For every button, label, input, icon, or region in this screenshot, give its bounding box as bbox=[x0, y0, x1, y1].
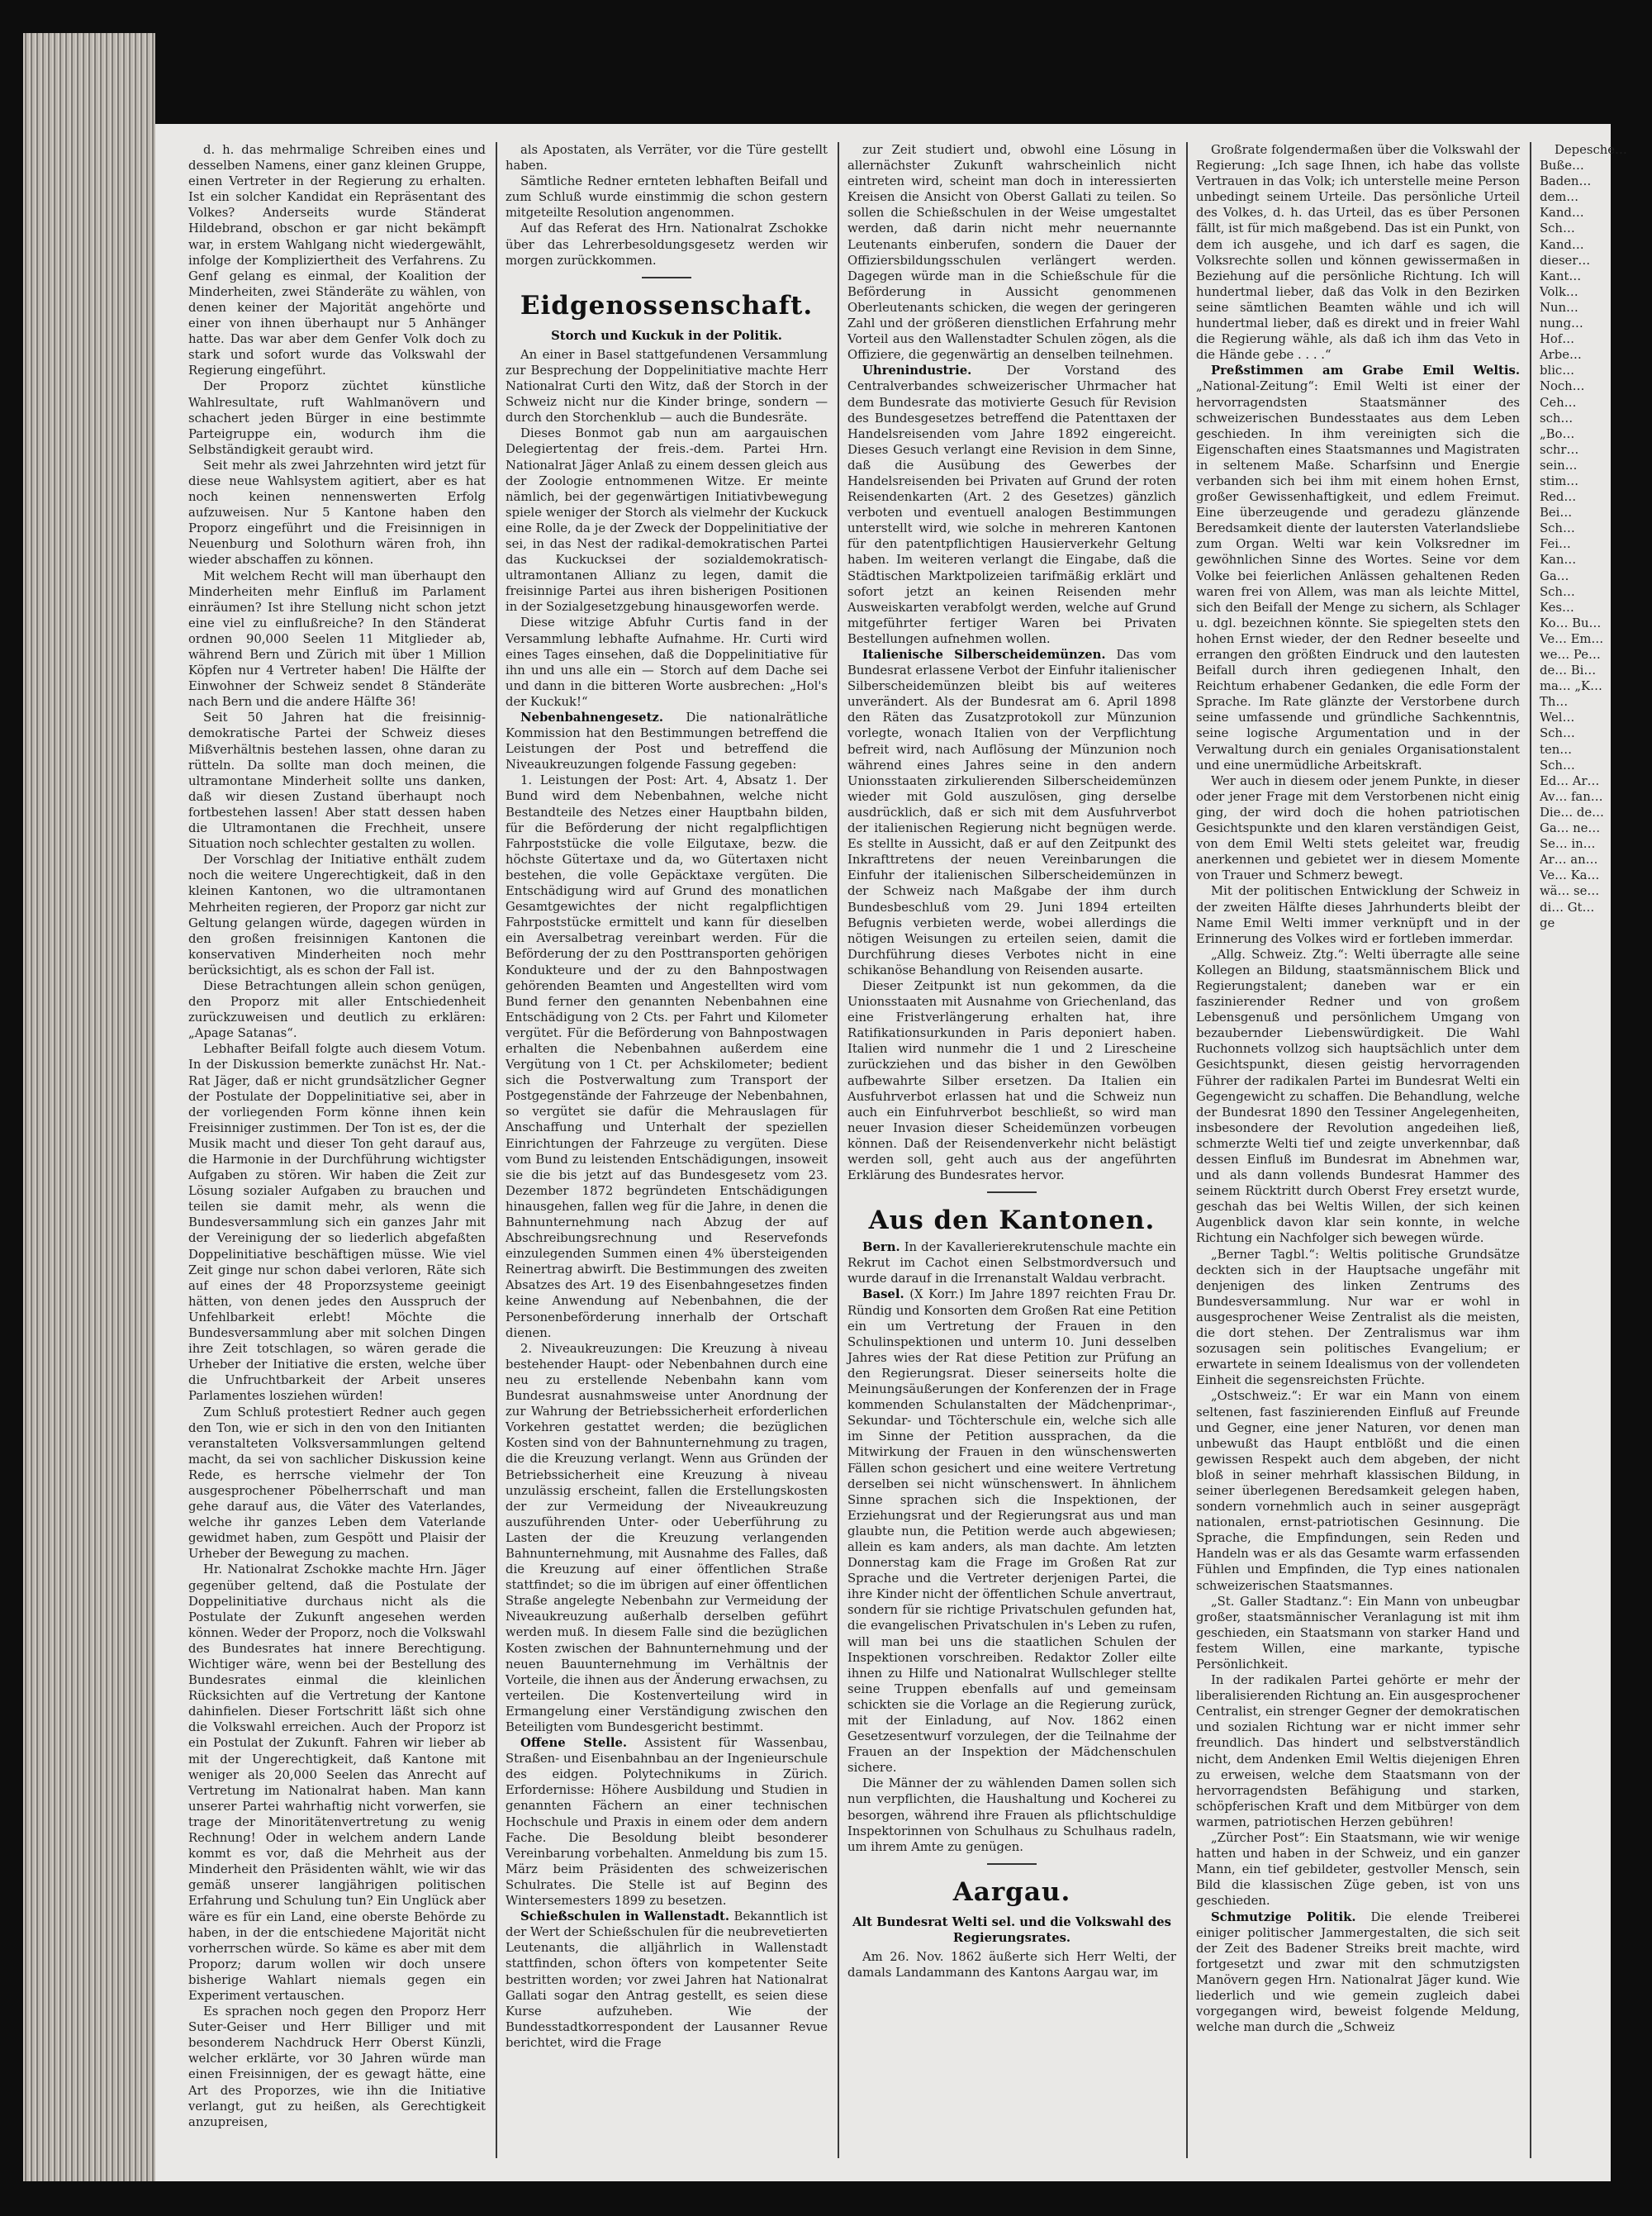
article-title: Basel. bbox=[862, 1287, 904, 1302]
section-heading: Eidgenossenschaft. bbox=[520, 290, 814, 321]
article-paragraph bbox=[506, 1909, 828, 2051]
article-paragraph: d. h. das mehrmalige Schreiben eines und desselben Namens, einer ganz kleinen Gruppe, einen Vertreter in der Regierung zu erhalten. Ist ein solcher Kandidat ein Repräsentant des Volkes? Anderseits wurde Ständerat Hildebrand, obschon er gar nicht bekämpft war, in erstem Wahlgang nicht wiedergewählt, infolge der Kompliziertheit des Verfahrens. Zu Genf gelang es einmal, der Koalition der Minderheiten, zwei Ständeräte zu wählen, von denen keiner der Majorität angehörte und einer von ihnen überhaupt nur 5 Anhänger hatte. Das war aber dem Genfer Volk doch zu stark und sofort wurde das Volkswahl der Regierung eingeführt. bbox=[188, 143, 486, 378]
article-paragraph: „Ostschweiz.“: Er war ein Mann von einem seltenen, fast faszinierenden Einfluß auf Freunde und Gegner, eine jener Naturen, vor denen man unbewußt das Haupt entblößt und die einen gewissen Respekt auch dem abgeben, der nicht bloß in seiner mehrhaft klassischen Bildung, in seiner überlegenen Beredsamkeit gelegen haben, sondern vornehmlich auch in seiner ausgeprägt nationalen, ernst-patriotischen Gesinnung. Die Sprache, die Empfindungen, sein Reden und Handeln was er als das Gesamte warm erfassenden Fühlen und Empfinden, die Typ eines nationalen schweizerischen Staatsmannes. bbox=[1196, 1389, 1520, 1593]
article-paragraph: „St. Galler Stadtanz.“: Ein Mann von unbeugbar großer, staatsmännischer Veranlagung ist mit ihm geschieden, ein Staatsmann von starker Hand und festem Willen, eine markante, typische Persönlichkeit. bbox=[1196, 1594, 1520, 1672]
article-paragraph: 2. Niveaukreuzungen: Die Kreuzung à niveau bestehender Haupt- oder Nebenbahnen durch eine neu zu erstellende Nebenbahn kann vom Bundesrat ausnahmsweise unter Anordnung der zur Wahrung der Betriebssicherheit erforderlichen Vorkehren gestattet werden; die bezüglichen Kosten sind von der Bahnunternehmung zu tragen, die die Kreuzung verlangt. Wenn aus Gründen der Betriebssicherheit eine Kreuzung à niveau unzulässig erscheint, fallen die Erstellungskosten der zur Vermeidung der Niveaukreuzung auszuführenden Unter- oder Ueberführung zu Lasten der die Kreuzung verlangenden Bahnunternehmung, mit Ausnahme des Falles, daß die Kreuzung auf einer öffentlichen Straße stattfindet; so die im übrigen auf einer öffentlichen Straße angelegte Nebenbahn zur Vermeidung der Niveaukreuzung außerhalb derselben geführt werden muß. In diesem Falle sind die bezüglichen Kosten zwischen der Bahnunternehmung und der neuen Bauunternehmung im Verhältnis der Vorteile, die ihnen aus der Änderung erwachsen, zu verteilen. Die Kostenverteilung wird in Ermangelung einer Verständigung zwischen den Beteiligten vom Bundesgericht bestimmt. bbox=[506, 1341, 828, 1734]
article-title: Bern. bbox=[862, 1240, 900, 1255]
page-stack-edges bbox=[23, 33, 155, 2181]
article-title: Preßstimmen am Grabe Emil Weltis. bbox=[1211, 364, 1520, 378]
article-paragraph bbox=[847, 363, 1176, 647]
article-paragraph: Lebhafter Beifall folgte auch diesem Votum. In der Diskussion bemerkte zunächst Hr. Nat.-Rat Jäger, daß er nicht grundsätzlicher Gegner der Postulate der Doppelinitiative sei, aber in der vorliegenden Form könne ihnen kein Freisinniger zustimmen. Der Ton ist es, der die Musik macht und dieser Ton geht darauf aus, die Harmonie in der Durchführung wichtigster Aufgaben zu stören. Wir haben die Zeit zur Lösung sozialer Aufgaben zu brauchen und teilen sie damit mehr, als wenn die Bundesversammlung sich ein ganzes Jahr mit der Vereinigung der so liederlich abgefaßten Doppelinitiative beschäftigen müsse. Wie viel Zeit ginge nur schon dabei verloren, Räte sich auf eines der 48 Proporzsysteme geeinigt hätten, von denen jedes den Ausspruch der Unfehlbarkeit erlebt! Möchte die Bundesversammlung aber mit solchen Dingen ihre Zeit totschlagen, so wären gerade die Urheber der Initiative die ersten, welche über die Unfruchtbarkeit der Arbeit unseres Parlamentes losziehen würden! bbox=[188, 1042, 486, 1404]
section-heading: Aargau. bbox=[952, 1876, 1071, 1907]
article-paragraph: Dieser Zeitpunkt ist nun gekommen, da die Unionsstaaten mit Ausnahme von Griechenland, das eine Fristverlängerung erhalten hat, ihre Ratifikationsurkunden in Paris deponiert haben. Italien wird nunmehr die 1 und 2 Lirescheine zurückziehen und das bisher in den Gewölben aufbewahrte Silber ersetzen. Da Italien ein Ausfuhrverbot erlassen hat und die Schweiz nun auch ein Einfuhrverbot beschließt, so wird man neuer Invasion dieser Scheidemünzen vorbeugen können. Daß der Reisendenverkehr nicht belästigt werden soll, geht auch aus der angeführten Erklärung des Bundesrates hervor. bbox=[847, 978, 1176, 1183]
newspaper-page bbox=[155, 124, 1627, 2181]
article-title: Nebenbahnengesetz. bbox=[520, 711, 663, 725]
article-paragraph: Der Vorschlag der Initiative enthält zudem noch die weitere Ungerechtigkeit, daß in den kleinen Kantonen, wo die ultramontanen Mehrheiten regieren, der Proporz gar nicht zur Geltung gelangen würde, dagegen würden in den großen freisinnigen Kantonen die konservativen Minderheiten noch mehr berücksichtigt, als es schon der Fall ist. bbox=[188, 853, 486, 977]
article-title: Schießschulen in Wallenstadt. bbox=[520, 1909, 730, 1924]
article-paragraph: Seit 50 Jahren hat die freisinnig-demokratische Partei der Schweiz dieses Mißverhältnis bestehen lassen, ohne daran zu rütteln. Da sollte man doch meinen, die ultramontane Minderheit sollte uns danken, daß wir diesen Zustand überhaupt noch fortbestehen lassen! Aber statt dessen haben die Ultramontanen die Frechheit, unsere Situation noch schlechter gestalten zu wollen. bbox=[188, 711, 486, 852]
article-text: In der Kavallerierekrutenschule machte ein Rekrut im Cachot einen Selbstmordversuch und wurde darauf in die Irrenanstalt Waldau verbracht. bbox=[847, 1240, 1176, 1286]
article-text: Das vom Bundesrat erlassene Verbot der Einfuhr italienischer Silberscheidemünzen bleibt bis auf weiteres unverändert. Als der Bundesrat am 6. April 1898 den Räten das Zusatzprotokoll zur Münzunion vorlegte, wonach Italien von der Verpflichtung befreit wird, nach Auflösung der Münzunion noch während eines Jahres seine in den andern Unionsstaaten zirkulierenden Silberscheidemünzen wieder mit Gold auszulösen, ging derselbe ausdrücklich, daß er sich mit dem Ausfuhrverbot der italienischen Regierung nicht begnügen werde. Es stellte in Aussicht, daß er auf den Zeitpunkt des Inkrafttretens der neuen Vereinbarungen die Einfuhr der italienischen Silberscheidemünzen in der Schweiz nach Maßgabe der ihm durch Bundesbeschluß vom 29. Juni 1894 erteilten Befugnis verbieten werde, wobei allerdings die nötigen Weisungen zu erteilen seien, damit die Durchführung dieses Verbotes nicht in eine schikanöse Behandlung von Reisenden ausarte. bbox=[847, 648, 1176, 977]
article-text: (X Korr.) Im Jahre 1897 reichten Frau Dr. Ründig und Konsorten dem Großen Rat eine Petition ein um Vertretung der Frauen in den Schulinspektionen und unterm 10. Juni desselben Jahres wies der Rat diese Petition zur Prüfung an den Regierungsrat. Dieser seinerseits holte die Meinungsäußerungen der Konferenzen der in Frage kommenden Schulanstalten der Mädchenprimar-, Sekundar- und Töchterschule ein, welche sich alle im Sinne der Petition aussprachen, da die Mitwirkung der Frauen in den wünschenswerten Fällen schon gesichert und eine weitere Vertretung derselben sei nicht wünschenswert. In ähnlichem Sinne sprachen sich die Inspektionen, der Erziehungsrat und der Regierungsrat aus und man glaubte nun, die Petition werde auch abgewiesen; allein es kam anders, als man dachte. Am letzten Donnerstag kam die Frage im Großen Rat zur Sprache und die Vertreter derjenigen Partei, die ihre Kinder nicht der öffentlichen Schule anvertraut, sondern für sie richtige Privatschulen gefunden hat, die evangelischen Privatschulen in's Leben zu rufen, will man bei uns die staatlichen Schulen der Inspektionen vorschreiben. Redaktor Zoller eilte ihnen zu Hilfe und Nationalrat Wullschleger stellte seine Truppen ebenfalls auf und gemeinsam schickten sie die Vorlage an die Regierung zurück, mit der Einladung, auf Nov. 1862 einen Gesetzesentwurf vorzulegen, der die Teilnahme der Frauen an der Inspektion der Mädchenschulen sichere. bbox=[847, 1287, 1176, 1776]
column-5-cropped bbox=[1540, 142, 1627, 2158]
column-2 bbox=[506, 142, 828, 2158]
article-paragraph: Zum Schluß protestiert Redner auch gegen den Ton, wie er sich in den von den Initianten veranstalteten Volksversammlungen geltend macht, da sei von sachlicher Diskussion keine Rede, es herrsche vielmehr der Ton ausgesprochener Pöbelherrschaft und man gehe darauf aus, die Väter des Vaterlandes, welche ihr ganzes Leben dem Vaterlande gewidmet haben, zum Gespött und Plaisir der Urheber der Bewegung zu machen. bbox=[188, 1405, 486, 1562]
article-text: Der Vorstand des Centralverbandes schweizerischer Uhrmacher hat dem Bundesrate das motivierte Gesuch für Revision des Bundesgesetzes betreffend die Patenttaxen der Handelsreisenden vom Jahre 1892 eingereicht. Dieses Gesuch verlangt eine Revision in dem Sinne, daß die Ausübung des Gewerbes der Handelsreisenden bei Privaten auf Grund der roten Reisendenkarten (Art. 2 des Gesetzes) gänzlich verboten und eventuell analogen Bestimmungen unterstellt wird, wie solche in mehreren Kantonen für den patentpflichtigen Hausierverkehr Geltung haben. Im weiteren verlangt die Eingabe, daß die Städtischen Marktpolizeien tarifmäßig erklärt und sofort jetzt an keinen Reisenden mehr Ausweiskarten verabfolgt werden, welche auf Grund mitgeführter fertiger Waren bei Privaten Bestellungen aufnehmen wollen. bbox=[847, 364, 1176, 646]
section-divider bbox=[987, 1863, 1037, 1865]
article-paragraph: Es sprachen noch gegen den Proporz Herr Suter-Geiser und Herr Billiger und mit besonderem Nachdruck Herr Oberst Künzli, welcher erklärte, vor 30 Jahren würde man einen Freisinnigen, der es gewagt hätte, eine Art des Proporzes, wie ihn die Initiative verlangt, gut zu heißen, als Gerechtigkeit anzupreisen, bbox=[188, 2004, 486, 2129]
column-1 bbox=[188, 142, 486, 2158]
article-paragraph: als Apostaten, als Verräter, vor die Türe gestellt haben. bbox=[506, 143, 828, 174]
article-paragraph: Großrate folgendermaßen über die Volkswahl der Regierung: „Ich sage Ihnen, ich habe das vollste Vertrauen in das Volk; ich unterstelle meine Person unbedingt seinem Urteile. Das persönliche Urteil des Volkes, d. h. das Urteil, das es über Personen fällt, ist für mich maßgebend. Das ist ein Punkt, von dem ich ausgehe, und ich darf es sagen, die Volksrechte sollen und können gewissermaßen in Beziehung auf die persönliche Richtung. Ich will hundertmal lieber, daß das Volk in den Bezirken seine sämtlichen Beamten wähle und ich will hundertmal lieber, daß es direkt und in freier Wahl die Regierung wähle, als daß ich ihm das Veto in die Hände gebe . . . .“ bbox=[1196, 143, 1520, 363]
article-title: Uhrenindustrie. bbox=[862, 364, 972, 378]
article-text: Die nationalrätliche Kommission hat den Bestimmungen betreffend die Leistungen der Post und betreffend die Niveaukreuzungen folgende Fassung gegeben: bbox=[506, 711, 828, 773]
section-heading: Aus den Kantonen. bbox=[868, 1205, 1156, 1236]
column-3 bbox=[847, 142, 1176, 2158]
article-paragraph: Diese witzige Abfuhr Curtis fand in der Versammlung lebhafte Aufnahme. Hr. Curti wird eines Tages einsehen, daß die Doppelinitiative für ihn und uns alle ein — Storch auf dem Dache sei und dann in die bitteren Worte ausbrechen: „Hol's der Kuckuk!“ bbox=[506, 616, 828, 709]
article-paragraph: Dieses Bonmot gab nun am aargauischen Delegiertentag der freis.-dem. Partei Hrn. Nationalrat Jäger Anlaß zu einem dessen gleich aus der Zoologie entnommenen Witze. Er meinte nämlich, bei der gegenwärtigen Initiativbewegung spiele weniger der Storch als vielmehr der Kuckuck eine Rolle, da je der Zweck der Doppelinitiative der sei, in das Nest der radikal-demokratischen Partei das Kuckucksei der sozialdemokratisch-ultramontanen Allianz zu legen, damit die freisinnige Partei aus ihren bisherigen Positionen in der Sozialgesetzgebung hinausgeworfen werde. bbox=[506, 426, 828, 615]
article-paragraph: Wer auch in diesem oder jenem Punkte, in dieser oder jener Frage mit dem Verstorbenen nicht einig ging, der wird doch die hohen patriotischen Gesichtspunkte und den klaren verständigen Geist, von dem Emil Welti stets geleitet war, freudig anerkennen und gebietet wer in diesem Momente von Trauer und Schmerz bewegt. bbox=[1196, 773, 1520, 883]
article-paragraph: Mit welchem Recht will man überhaupt den Minderheiten mehr Einfluß im Parlament einräumen? Ist ihre Stellung nicht schon jetzt eine viel zu einflußreiche? In den Ständerat ordnen 90,000 Seelen 11 Mitglieder ab, während Bern und Zürich mit über 1 Million Köpfen nur 4 Vertreter haben! Die Hälfte der Einwohner der Schweiz sendet 8 Ständeräte nach Bern und die andere Hälfte 36! bbox=[188, 568, 486, 710]
article-paragraph: Am 26. Nov. 1862 äußerte sich Herr Welti, der damals Landammann des Kantons Aargau war, im bbox=[847, 1950, 1176, 1981]
article-paragraph: Diese Betrachtungen allein schon genügen, den Proporz mit aller Entschiedenheit zurückzuweisen und deutlich zu erklären: „Apage Satanas“. bbox=[188, 978, 486, 1041]
article-paragraph: An einer in Basel stattgefundenen Versammlung zur Besprechung der Doppelinitiative machte Herr Nationalrat Curti den Witz, daß der Storch in der Schweiz nicht nur die Kinder bringe, sondern — durch den Storchenklub — auch die Bundesräte. bbox=[506, 347, 828, 426]
article-paragraph: Auf das Referat des Hrn. Nationalrat Zschokke über das Lehrerbesoldungsgesetz werden wir morgen zurückkommen. bbox=[506, 221, 828, 268]
article-paragraph bbox=[1196, 1909, 1520, 2036]
article-paragraph: Sämtliche Redner ernteten lebhaften Beifall und zum Schluß wurde einstimmig die schon gestern mitgeteilte Resolution angenommen. bbox=[506, 174, 828, 221]
article-text: Die elende Treiberei einiger politischer Jammergestalten, die sich seit der Zeit des Badener Streiks breit machte, wird fortgesetzt und zwar mit den schmutzigsten Manövern gegen Hrn. Nationalrat Jäger kund. Wie liederlich und wie gemein zugleich dabei vorgegangen wird, beweist folgende Meldung, welche man durch die „Schweiz bbox=[1196, 1909, 1520, 2035]
column-rule bbox=[1186, 142, 1188, 2158]
column-rule bbox=[1530, 142, 1531, 2158]
article-paragraph: Mit der politischen Entwicklung der Schweiz in der zweiten Hälfte dieses Jahrhunderts bleibt der Name Emil Welti immer verknüpft und in der Erinnerung des Volkes wird er fortleben immerdar. bbox=[1196, 884, 1520, 946]
article-paragraph: Hr. Nationalrat Zschokke machte Hrn. Jäger gegenüber geltend, daß die Postulate der Doppelinitiative durchaus nicht als die Postulate der Zukunft angesehen werden können. Weder der Proporz, noch die Volkswahl des Bundesrates hat innere Berechtigung. Wichtiger wäre, wenn bei der Bestellung des Bundesrates einmal die kleinlichen Rücksichten auf die Vertretung der Kantone dahinfielen. Dieser Fortschritt läßt sich ohne die Volkswahl erreichen. Auch der Proporz ist ein Postulat der Zukunft. Fahren wir lieber ab mit der Ungerechtigkeit, daß Kantone mit weniger als 20,000 Seelen das Anrecht auf Vertretung im Nationalrat haben. Man kann unserer Partei wahrhaftig nicht vorwerfen, sie trage der Minoritätenvertretung zu wenig Rechnung! Oder in welchem andern Lande kommt es vor, daß die Mehrheit aus der Minderheit den Präsidenten wählt, wie wir das gemäß unserer langjährigen politischen Erfahrung und Schulung tun? Ein Unglück aber wäre es für ein Land, eine oberste Behörde zu haben, in der die entschiedene Majorität nicht vorherrschen würde. So käme es aber mit dem Proporz; darum wollen wir doch unsere bisherige Wahlart niemals gegen ein Experiment vertauschen. bbox=[188, 1562, 486, 2003]
article-paragraph: 1. Leistungen der Post: Art. 4, Absatz 1. Der Bund wird dem Nebenbahnen, welche nicht Bestandteile des Netzes einer Hauptbahn bilden, für die Beförderung der nicht regalpflichtigen Fahrpoststücke die volle Eilgutaxe, bezw. die höchste Gütertaxe und da, wo Gütertaxen nicht bestehen, die volle Gepäcktaxe vergüten. Die Entschädigung wird auf Grund des monatlichen Gesamtgewichtes der nicht regalpflichtigen Fahrpoststücke ermittelt und kann für dieselben ein Aversalbetrag vereinbart werden. Für die Beförderung der zu den Posttransporten gehörigen Kondukteure und der zu den Bahnpostwagen gehörenden Beamten und Angestellten wird vom Bund ferner den genannten Nebenbahnen eine Entschädigung von 2 Cts. per Fahrt und Kilometer vergütet. Für die Beförderung von Bahnpostwagen erhalten die Nebenbahnen außerdem eine Vergütung von 1 Ct. per Achskilometer; bedient sich die Postverwaltung zum Transport der Postgegenstände der Fahrzeuge der Nebenbahnen, so vergütet sie dafür die Mehrauslagen für Anschaffung und Unterhalt der speziellen Einrichtungen der Fahrzeuge zu vergüten. Diese vom Bund zu leistenden Entschädigungen, insoweit sie die bis jetzt auf das Bundesgesetz vom 23. Dezember 1872 begründeten Entschädigungen hinausgehen, fallen weg für die Jahre, in denen die Bahnunternehmung nach Abzug der auf Abschreibungsrechnung und Reservefonds einzulegenden Summen einen 4% übersteigenden Reinertrag abwirft. Die Bestimmungen des zweiten Absatzes des Art. 19 des Eisenbahngesetzes finden keine Anwendung auf Nebenbahnen, die der Personenbeförderung innerhalb der Ortschaft dienen. bbox=[506, 773, 828, 1340]
article-paragraph bbox=[506, 710, 828, 773]
article-text: Bekanntlich ist der Wert der Schießschulen für die neubrevetierten Leutenants, die alljährlich in Wallenstadt stattfinden, schon öfters von kompetenter Seite bestritten worden; vor zwei Jahren hat Nationalrat Gallati sogar den Antrag gestellt, es seien diese Kurse aufzuheben. Wie der Bundesstadtkorrespondent der Lausanner Revue berichtet, wird die Frage bbox=[506, 1909, 828, 2050]
article-title: Schmutzige Politik. bbox=[1211, 1909, 1356, 1924]
article-paragraph: In der radikalen Partei gehörte er mehr der liberalisierenden Richtung an. Ein ausgesprochener Centralist, ein strenger Gegner der demokratischen und sozialen Richtung war er nicht immer sehr freundlich. Das hindert und selbstverständlich nicht, dem Andenken Emil Weltis diejenigen Ehren zu erweisen, welche dem Staatsmann von der hervorragendsten Befähigung und starken, schöpferischen Kraft und dem Mitbürger von dem warmen, patriotischen Herzen gebühren! bbox=[1196, 1673, 1520, 1829]
article-paragraph: Seit mehr als zwei Jahrzehnten wird jetzt für diese neue Wahlsystem agitiert, aber es hat noch keinen nennenswerten Erfolg aufzuweisen. Nur 5 Kantone haben den Proporz eingeführt und die Freisinnigen in Neuenburg und Solothurn wären froh, ihn wieder abschaffen zu können. bbox=[188, 458, 486, 568]
column-rule bbox=[838, 142, 839, 2158]
article-paragraph: „Allg. Schweiz. Ztg.“: Welti überragte alle seine Kollegen an Bildung, staatsmännischem Blick und Regierungstalent; daneben war er ein faszinierender Redner und von großem Lebensgenuß und persönlichem Umgang von bezaubernder Liebenswürdigkeit. Die Wahl Ruchonnets vollzog sich hauptsächlich unter dem Gesichtspunkt, diesen geistig hervorragenden Führer der radikalen Partei im Bundesrat Welti ein Gegengewicht zu schaffen. Die Behandlung, welche der Bundesrat 1890 den Tessiner Angelegenheiten, insbesondere der Revolution angedeihen ließ, schmerzte Welti tief und zeigte unverkennbar, daß dessen Einfluß im Bundesrat im Abnehmen war, und als dann vollends Bundesrat Hammer des seinem Rücktritt durch Oberst Frey ersetzt wurde, geschah das bei Weltis Willen, der sich keinen Augenblick davon klar sein konnte, in welche Richtung ein Nachfolger sich bewegen würde. bbox=[1196, 947, 1520, 1246]
article-paragraph bbox=[847, 1286, 1176, 1776]
column-rule bbox=[496, 142, 497, 2158]
section-divider bbox=[642, 277, 691, 278]
column-4 bbox=[1196, 142, 1520, 2158]
article-paragraph: Depesche… Buße… Baden… dem… Kand… Sch… Kand… dieser… Kant… Volk… Nun… nung… Hof… Arbe… blic… Noch… Ceh… sch… „Bo… schr… sein… stim… Red… Bei… Sch… Fei… Kan… Ga… Sch… Kes… Ko… Bu… Ve… Em… we… Pe… de… Bi… ma… „K… Th… Wel… Sch… ten… Sch… Ed… Ar… Av… fan… Die… de… Ga… ne… Se… in… Ar… an… Ve… Ka… wä… se… di… Gt… ge bbox=[1540, 143, 1627, 930]
article-paragraph bbox=[847, 1239, 1176, 1286]
article-paragraph: Der Proporz züchtet künstliche Wahlresultate, ruft Wahlmanövern und schachert jeden Bürger in eine bestimmte Parteigruppe ein, wodurch ihm die Selbständigkeit geraubt wird. bbox=[188, 379, 486, 457]
article-paragraph: Die Männer der zu wählenden Damen sollen sich nun verpflichten, die Haushaltung und Kocherei zu besorgen, während ihre Frauen als pflichtschuldige Inspektorinnen von Schulhaus zu Schulhaus radeln, um ihrem Amte zu genügen. bbox=[847, 1776, 1176, 1854]
article-title: Offene Stelle. bbox=[520, 1736, 628, 1751]
article-paragraph bbox=[847, 647, 1176, 978]
article-paragraph bbox=[1196, 363, 1520, 773]
article-text: „National-Zeitung“: Emil Welti ist einer der hervorragendsten Staatsmänner des schweizerischen Bundesstaates aus dem Leben geschieden. In ihm vereinigten sich die Eigenschaften eines Staatsmannes und Magistraten in seltenem Maße. Scharfsinn und Energie verbanden sich bei ihm mit einem hohen Ernst, großer Gewissenhaftigkeit, und edlem Freimut. Eine überzeugende und geradezu glänzende Beredsamkeit diente der lautersten Vaterlandsliebe zum Organ. Welti war kein Volksredner im gewöhnlichen Sinne des Wortes. Seine vor dem Volke bei feierlichen Anlässen gehaltenen Reden waren frei von Allem, was man als leichte Mittel, sich den Beifall der Menge zu sichern, als Schlager u. dgl. bezeichnen könnte. Sie spiegelten stets den hohen Ernst wieder, der den Redner beseelte und errangen den größten Eindruck und den lautesten Beifall durch ihren gediegenen Inhalt, den Reichtum erhabener Gedanken, die edle Form der Sprache. Im Rate glänzte der Verstorbene durch seine umfassende und gründliche Sachkenntnis, seine logische Argumentation und in der Verwaltung durch ein geniales Organisationstalent und eine unermüdliche Arbeitskraft. bbox=[1196, 379, 1520, 773]
article-paragraph bbox=[506, 1735, 828, 1909]
article-paragraph: „Zürcher Post“: Ein Staatsmann, wie wir wenige hatten und haben in der Schweiz, und ein ganzer Mann, ein tief gebildeter, gestvoller Mensch, sein Bild die klassischen Züge geben, ist von uns geschieden. bbox=[1196, 1831, 1520, 1909]
section-divider bbox=[987, 1191, 1037, 1193]
article-headline: Alt Bundesrat Welti sel. und die Volkswahl des Regierungsrates. bbox=[852, 1914, 1171, 1945]
article-paragraph: „Berner Tagbl.“: Weltis politische Grundsätze deckten sich in der Hauptsache ungefähr mit denjenigen des linken Zentrums des Bundesversammlung. Nur war er wohl in ausgesprochener Weise Zentralist als die meisten, die dort stehen. Der Zentralismus war ihm sozusagen sein politisches Evangelium; er erwartete in seinem Idealismus von der vollendeten Einheit die segensreichsten Früchte. bbox=[1196, 1247, 1520, 1388]
article-paragraph: zur Zeit studiert und, obwohl eine Lösung in allernächster Zukunft wahrscheinlich nicht eintreten wird, scheint man doch in interessierten Kreisen die Ansicht von Oberst Gallati zu teilen. So sollen die Schießschulen in der Weise umgestaltet werden, daß darin nicht mehr neuernannte Leutenants einberufen, sondern die Dauer der Offiziersbildungsschulen verlängert werden. Dagegen würde man in die Schießschule für die Beförderung in Aussicht genommenen Oberleutenants schicken, die wegen der geringeren Zahl und der größeren dienstlichen Erfahrung mehr Vorteil aus den Wallenstadter Schulen zögen, als die Offiziere, die gegenwärtig an denselben teilnehmen. bbox=[847, 143, 1176, 363]
article-text: Assistent für Wassenbau, Straßen- und Eisenbahnbau an der Ingenieurschule des eidgen. Polytechnikums in Zürich. Erfordernisse: Höhere Ausbildung und Studien in genannten Fächern an einer technischen Hochschule und Praxis in einem oder dem andern Fache. Die Besoldung bleibt besonderer Vereinbarung vorbehalten. Anmeldung bis zum 15. März beim Präsidenten des schweizerischen Schulrates. Die Stelle ist auf Beginn des Wintersemesters 1899 zu besetzen. bbox=[506, 1736, 828, 1909]
article-headline: Storch und Kuckuk in der Politik. bbox=[551, 328, 782, 343]
article-title: Italienische Silberscheidemünzen. bbox=[862, 648, 1106, 662]
